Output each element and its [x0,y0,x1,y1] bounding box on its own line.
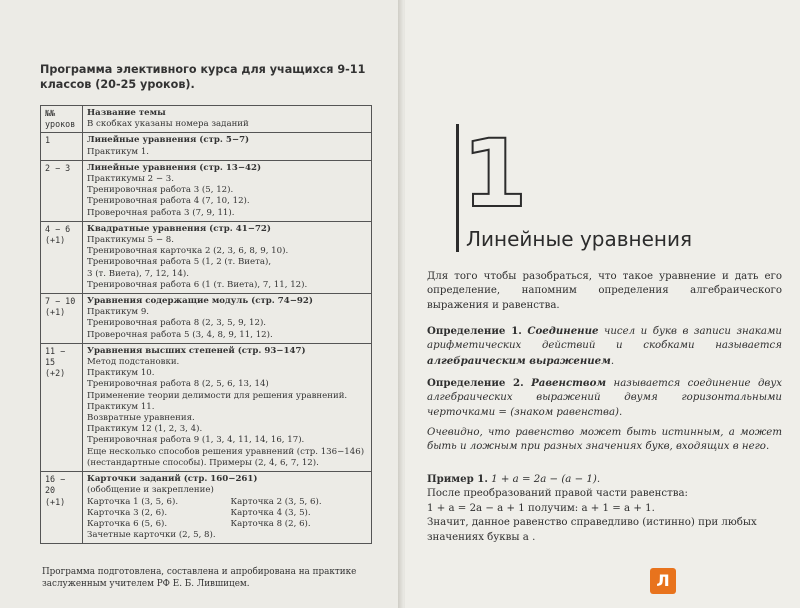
row-lessons: 4 − 6 (+1) [41,221,83,293]
example-line-2: После преобразований правой части равенства: [427,488,688,500]
row-topic-cell [83,133,372,160]
card-item: Карточка 3 (2, 6). [87,507,168,518]
def1-end: . [610,355,615,367]
cards-topic-cell [83,472,372,544]
row-line: (нестандартные способы). Примеры (2, 4, 6, 7, 12). [87,457,319,468]
row-lessons: 11 − 15 (+2) [41,343,83,471]
row-line: Практикум 10. [87,368,155,379]
row-line: Тренировочная работа 8 (2, 5, 6, 13, 14) [87,379,269,390]
header-topic-title: Название темы [87,108,166,118]
row-topic: Квадратные уравнения (стр. 41−72) [87,223,271,234]
row-line: Проверочная работа 5 (3, 4, 8, 9, 11, 12). [87,329,273,340]
row-topic: Линейные уравнения (стр. 13−42) [87,162,262,173]
table-header-row [41,106,372,133]
row-line: Тренировочная работа 4 (7, 10, 12). [87,196,250,207]
program-footnote: Программа подготовлена, составлена и апробирована на практике заслуженным учителем РФ Е. Б. Лившицем. [42,567,357,589]
row-line: Практикумы 2 − 3. [87,174,174,185]
labirint-logo: Л [650,568,676,594]
row-line: Практикум 12 (1, 2, 3, 4). [87,424,203,435]
table-row [41,160,372,221]
definition-2 [427,376,782,420]
row-line: Тренировочная работа 3 (5, 12). [87,185,234,196]
table-row-cards [41,472,372,544]
row-lessons: 1 [41,133,83,160]
chapter-title: Линейные уравнения [466,227,693,251]
row-topic-cell [83,160,372,221]
example-line-3: 1 + a = 2a − a + 1 получим: a + 1 = a + 1. [427,502,655,514]
def1-text: чисел и букв в записи знаками арифметических действий и скобками называется [427,326,782,352]
def2-text: называется соединение двух алгебраических выражений двумя горизонтальными черточками = (знаком равенства). [427,378,782,418]
def2-term: Равенством [531,377,607,389]
row-topic-cell [83,294,372,344]
cards-lessons: 16 − 20 (+1) [41,472,83,544]
card-item: Карточка 6 (5, 6). [87,518,168,529]
row-topic-cell [83,221,372,293]
obvious-paragraph [427,426,782,455]
example-equation: 1 + a = 2a − (a − 1). [487,474,601,485]
card-item: Карточка 2 (3, 5, 6). [230,496,322,507]
row-line: Возвратные уравнения. [87,413,195,424]
row-line: Практикум 9. [87,307,150,318]
card-item: Карточка 8 (2, 6). [230,518,311,529]
row-line: Тренировочная работа 5 (1, 2 (т. Виета), [87,257,272,268]
row-line: Тренировочная работа 8 (2, 3, 5, 9, 12). [87,318,267,329]
example-line-4: Значит, данное равенство справедливо (истинно) при любых значениях буквы a . [427,517,757,543]
table-row [41,294,372,344]
row-line: Применение теории делимости для решения уравнений. [87,390,348,401]
cards-final: Зачетные карточки (2, 5, 8). [87,530,216,541]
row-line: Тренировочная работа 9 (1, 3, 4, 11, 14, 16, 17). [87,435,305,446]
row-topic: Уравнения высших степеней (стр. 93−147) [87,345,306,356]
chapter-bar [456,124,459,252]
header-topic [83,106,372,133]
def1-term2: алгебраическим выражением [427,354,611,367]
header-topic-note: В скобках указаны номера заданий [87,119,249,130]
row-topic-cell [83,343,372,471]
example-label: Пример 1. [427,473,488,485]
row-lessons: 2 − 3 [41,160,83,221]
intro-paragraph: Для того чтобы разобраться, что такое уравнение и дать его определение, напомним определения алгебраического выражения и равенства. [427,271,782,311]
row-topic: Уравнения содержащие модуль (стр. 74−92) [87,296,313,307]
table-body [41,133,372,472]
chapter-number: 1 [462,120,528,229]
program-title: Программа элективного курса для учащихся 9-11 классов (20-25 уроков). [40,63,366,91]
def1-term: Соединение [527,325,599,337]
header-lessons: №№ уроков [41,106,83,133]
row-line: Метод подстановки. [87,357,180,368]
row-lessons: 7 − 10 (+1) [41,294,83,344]
row-line: Еще несколько способов решения уравнений (стр. 136−146) [87,446,365,457]
cards-subtitle: (обобщение и закрепление) [87,485,214,496]
def2-label: Определение 2. [427,377,524,389]
definition-1 [427,324,782,369]
card-item: Карточка 4 (3, 5). [230,507,311,518]
row-line: Тренировочная карточка 2 (2, 3, 6, 8, 9, 10). [87,246,289,257]
row-line: Практикум 11. [87,401,155,412]
table-row [41,221,372,293]
cards-topic: Карточки заданий (стр. 160−261) [87,474,258,485]
row-line: 3 (т. Виета), 7, 12, 14). [87,268,189,279]
row-topic: Линейные уравнения (стр. 5−7) [87,135,250,146]
example-1 [427,472,782,545]
table-row [41,133,372,160]
row-line: Практикум 1. [87,146,150,157]
obvious-text: Очевидно, что равенство может быть истинным, а может быть и ложным при разных значениях букв, входящих в него. [427,427,782,453]
row-line: Практикумы 5 − 8. [87,235,174,246]
table-row [41,343,372,471]
program-table [40,105,372,544]
def1-label: Определение 1. [427,325,522,337]
cards-grid [87,497,368,531]
card-item: Карточка 1 (3, 5, 6). [87,496,179,507]
row-line: Проверочная работа 3 (7, 9, 11). [87,207,235,218]
row-line: Тренировочная работа 6 (1 (т. Виета), 7, 11, 12). [87,279,308,290]
